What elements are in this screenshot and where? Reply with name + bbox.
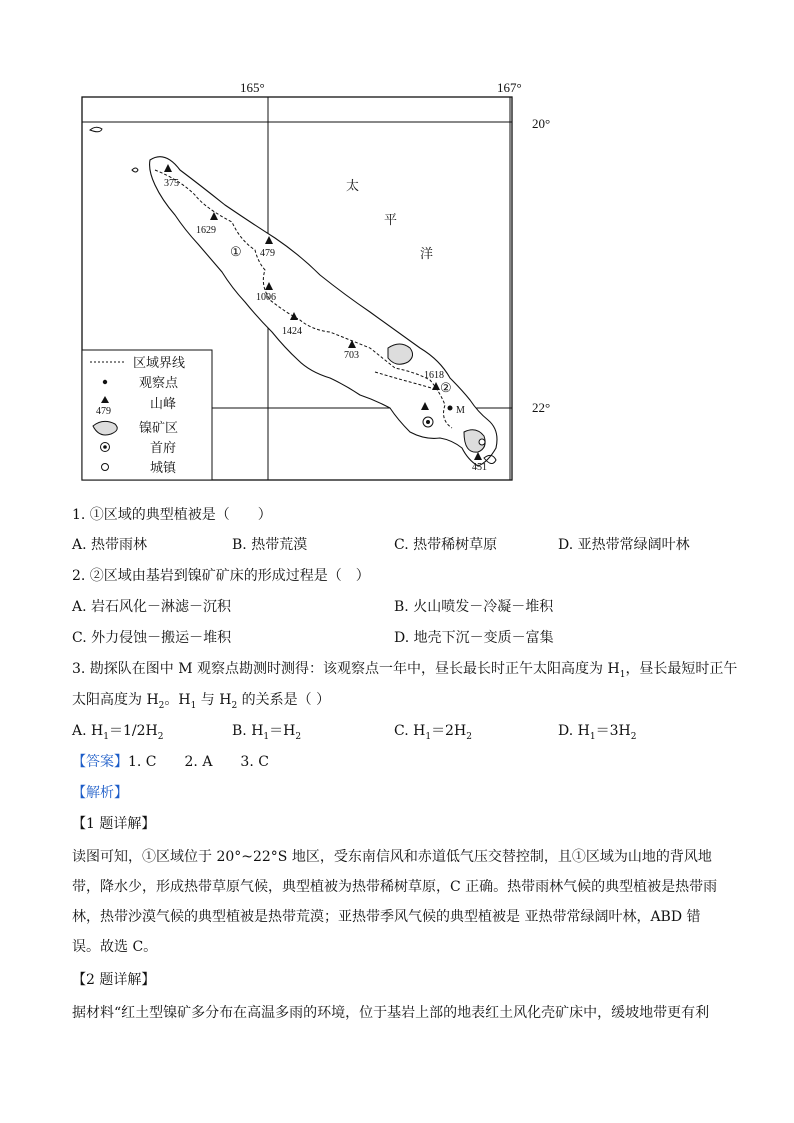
town-icon [102, 464, 109, 471]
nickel-area-1 [388, 344, 413, 364]
ocean-char: 洋 [420, 247, 434, 262]
peak-label: 1006 [256, 292, 276, 303]
q1-option-c[interactable]: C. 热带稀树草原 [394, 537, 498, 553]
answer-label: 【答案】 [72, 754, 128, 770]
ocean-char: 平 [384, 213, 398, 228]
q3-option-b[interactable]: B. $H_1=H_2$ [232, 723, 302, 742]
q1-option-b[interactable]: B. 热带荒漠 [232, 537, 308, 553]
point-label-m: M [456, 405, 465, 416]
legend-label: 区域界线 [133, 356, 186, 371]
q2-option-d[interactable]: D. 地壳下沉－变质－富集 [394, 630, 554, 646]
lat-label-22: 22° [532, 400, 551, 415]
lon-label-165: 165° [240, 80, 265, 95]
islet-west [90, 127, 102, 132]
town-icon [479, 439, 485, 445]
analysis-label: 【解析】 [72, 785, 128, 801]
q3-option-d[interactable]: D. $H_1=3H_2$ [558, 723, 637, 742]
peak-label: 375 [164, 178, 179, 189]
peak-label: 1618 [424, 370, 444, 381]
ocean-char: 太 [346, 179, 360, 194]
legend-label: 观察点 [139, 376, 179, 391]
q1-option-d[interactable]: D. 亚热带常绿阔叶林 [558, 537, 690, 553]
peak-label: 479 [260, 248, 275, 259]
islet-north [132, 168, 138, 172]
question-2-stem: 2. ②区域由基岩到镍矿矿床的形成过程是（ ） [72, 568, 370, 584]
detail-1-text: 读图可知，①区域位于 20°~22°S 地区，受东南信风和赤道低气压交替控制，且①区域为山地的背风地带，降水少，形成热带草原气候，典型植被为热带稀树草原，C 正确。热带雨林气候的典型植被是热带雨林，热带沙漠气候的典型植被是热带荒漠；亚热带季风气候的典型植被是 亚热带常绿阔叶林，ABD 错误。故选 C。 [72, 849, 718, 955]
detail-1-title: 【1 题详解】 [72, 816, 156, 832]
peak-label: 451 [472, 462, 487, 473]
q3-option-a[interactable]: A. $H_1=1/2H_2$ [72, 723, 164, 742]
q2-option-a[interactable]: A. 岩石风化－淋滤－沉积 [72, 599, 232, 615]
map-legend [82, 350, 212, 480]
dot-icon [103, 380, 107, 384]
peak-label: 1424 [282, 326, 302, 337]
question-3-stem-cont: 太阳高度为 $H_2$。$H_1$ 与 $H_2$ 的关系是（ ） [72, 692, 331, 711]
region-mark-1: ① [230, 244, 242, 259]
peak-label: 1629 [196, 225, 216, 236]
q2-option-c[interactable]: C. 外力侵蚀－搬运－堆积 [72, 630, 232, 646]
legend-peak-sample: 479 [96, 406, 111, 417]
observation-point-m [448, 406, 453, 411]
question-3-stem: 3. 勘探队在图中 M 观察点勘测时测得：该观察点一年中，昼长最长时正午太阳高度为 $H_1$，昼长最短时正午 [72, 661, 738, 680]
detail-2-text: 据材料“红土型镍矿多分布在高温多雨的环境，位于基岩上部的地表红土风化壳矿床中，缓坡地带更有利 [72, 1005, 710, 1021]
q3-option-c[interactable]: C. $H_1=2H_2$ [394, 723, 472, 742]
peak-label: 703 [344, 350, 359, 361]
lat-label-20: 20° [532, 116, 551, 131]
legend-label: 山峰 [150, 397, 177, 412]
lon-label-167: 167° [497, 80, 522, 95]
detail-2-title: 【2 题详解】 [72, 972, 156, 988]
question-1-stem: 1. ①区域的典型植被是（ ） [72, 507, 272, 523]
map-figure [0, 0, 794, 500]
legend-label: 镍矿区 [139, 421, 179, 436]
legend-label: 首府 [150, 441, 177, 456]
answer-text: 1. C 2. A 3. C [128, 754, 269, 770]
q2-option-b[interactable]: B. 火山喷发－冷凝－堆积 [394, 599, 554, 615]
legend-label: 城镇 [150, 461, 177, 476]
answer-line [72, 752, 269, 772]
region-mark-2: ② [440, 380, 452, 395]
q1-option-a[interactable]: A. 热带雨林 [72, 537, 148, 553]
